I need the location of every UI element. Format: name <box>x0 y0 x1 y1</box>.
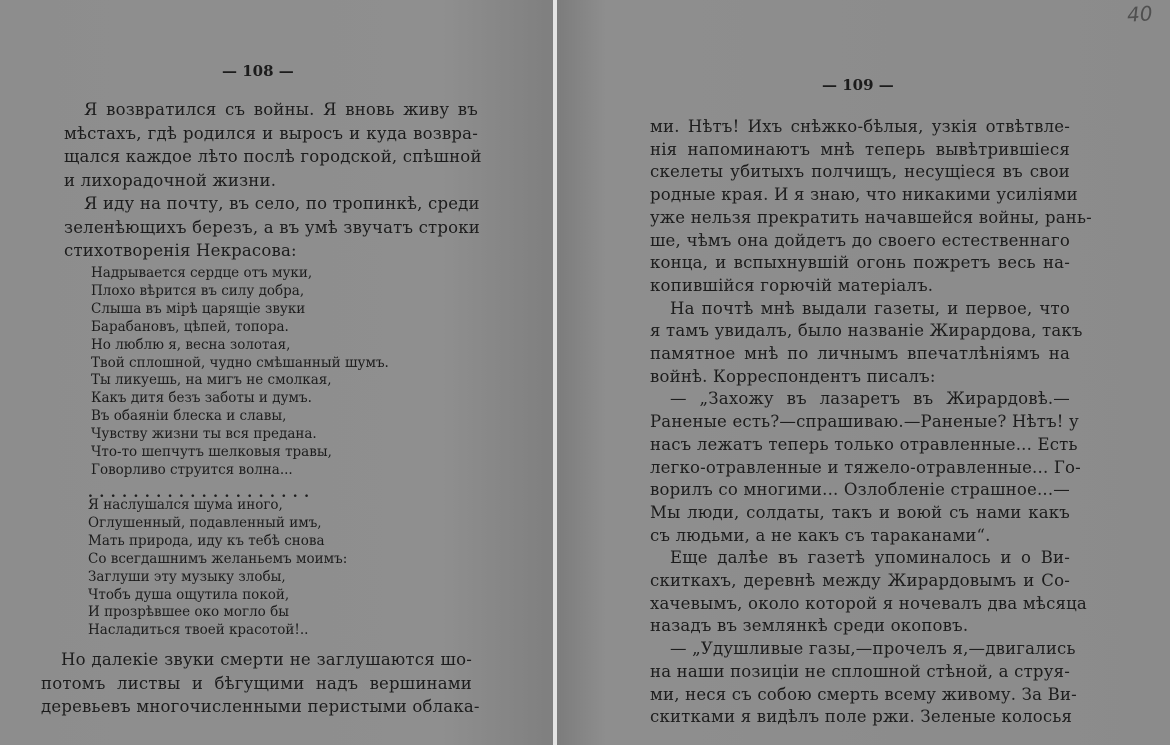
poem-line: Со всегдашнимъ желаньемъ моимъ: <box>88 550 348 567</box>
poem-line: Мать природа, иду къ тебѣ снова <box>88 532 325 549</box>
text-line: ше, чѣмъ она дойдетъ до своего естественнаго <box>650 230 1070 250</box>
poem-line: Но люблю я, весна золотая, <box>91 336 291 353</box>
text-line: войнѣ. Корреспондентъ писалъ: <box>650 366 936 386</box>
text-line: назадъ въ землянкѣ среди окоповъ. <box>650 616 969 636</box>
page-number: — 109 — <box>822 76 894 94</box>
text-line: — „Захожу въ лазаретъ въ Жирардовѣ.— <box>670 389 1070 409</box>
poem-line: Чтобъ душа ощутила покой, <box>88 586 290 603</box>
text-line: Еще далѣе въ газетѣ упоминалось и о Ви- <box>670 548 1070 568</box>
text-line: скелеты убитыхъ полчищъ, несущіеся въ свои <box>650 162 1070 182</box>
text-line: конца, и вспыхнувшій огонь пожретъ весь на- <box>650 253 1070 273</box>
text-line: стихотворенія Некрасова: <box>64 241 297 260</box>
text-line: Я возвратился съ войны. Я вновь живу въ <box>84 100 478 119</box>
text-line: Раненые есть?—спрашиваю.—Раненые? Нѣтъ! у <box>650 412 1079 432</box>
poem-line: Слыша въ мірѣ царящіе звуки <box>91 300 306 317</box>
page-number: — 108 — <box>222 62 294 80</box>
poem-line: Ты ликуешь, на мигъ не смолкая, <box>91 372 332 389</box>
text-line: памятное мнѣ по личнымъ впечатлѣніямъ на <box>650 344 1070 363</box>
poem-line: Заглуши эту музыку злобы, <box>88 568 286 585</box>
text-line: ворилъ со многими... Озлобленіе страшное...— <box>650 480 1070 500</box>
text-line: легко-отравленные и тяжело-отравленные... Го- <box>650 457 1081 477</box>
text-line: скиткахъ, деревнѣ между Жирардовымъ и Со- <box>650 571 1070 590</box>
handwritten-note: 40 <box>1125 1 1153 27</box>
text-line: копившійся горючій матеріалъ. <box>650 275 934 295</box>
text-line: и лихорадочной жизни. <box>64 170 277 190</box>
poem-line: Насладиться твоей красотой!.. <box>88 622 309 639</box>
text-line: зеленѣющихъ березъ, а въ умѣ звучатъ строки <box>64 217 480 237</box>
text-line: потомъ листвы и бѣгущими надъ вершинами <box>41 673 472 693</box>
text-line: — „Удушливые газы,—прочелъ я,—двигались <box>670 639 1076 659</box>
poem-line: Плохо вѣрится въ силу добра, <box>91 282 305 299</box>
poem-line: Надрывается сердце отъ муки, <box>91 265 313 281</box>
poem-line: И прозрѣвшее око могло бы <box>88 604 289 621</box>
text-line: скитками я видѣлъ поле ржи. Зеленые колосья <box>650 707 1073 727</box>
text-line: хачевымъ, около которой я ночевалъ два мѣсяца <box>650 593 1087 613</box>
poem-line: Твой сплошной, чудно смѣшанный шумъ. <box>91 354 389 371</box>
text-line: Но далекіе звуки смерти не заглушаются шо- <box>61 650 472 669</box>
poem-line: Говорливо струится волна... <box>91 461 293 478</box>
text-line: на наши позиціи не сплошной стѣной, а струя- <box>650 661 1070 681</box>
text-line: я тамъ увидалъ, было названіе Жирардова, такъ <box>650 321 1083 341</box>
text-line: насъ лежатъ теперь только отравленные... Есть <box>650 434 1078 454</box>
poem-line: Что-то шепчутъ шелковыя травы, <box>91 444 332 460</box>
text-line: Я иду на почту, въ село, по тропинкѣ, среди <box>84 194 480 213</box>
text-line: ми. Нѣтъ! Ихъ снѣжко-бѣлыя, узкія отвѣтвле- <box>650 117 1070 136</box>
text-line: мѣстахъ, гдѣ родился и выросъ и куда возвра- <box>64 123 478 143</box>
poem-line: Чувству жизни ты вся предана. <box>91 426 317 443</box>
poem-line: Барабановъ, цѣпей, топора. <box>91 318 289 335</box>
text-line: ми, неся съ собою смерть всему живому. За Ви- <box>650 684 1077 704</box>
text-line: На почтѣ мнѣ выдали газеты, и первое, что <box>670 298 1070 318</box>
poem-separator: .................... <box>88 485 316 501</box>
text-line: съ людьми, а не какъ съ тараканами“. <box>650 525 991 545</box>
text-line: деревьевъ многочисленными перистыми облака- <box>41 697 480 716</box>
text-line: Мы люди, солдаты, такъ и воюй съ нами какъ <box>650 502 1070 522</box>
right-page <box>557 0 1170 745</box>
poem-line: Оглушенный, подавленный имъ, <box>88 514 322 531</box>
poem-line: Какъ дитя безъ заботы и думъ. <box>91 390 312 407</box>
text-line: уже нельзя прекратить начавшейся войны, рань- <box>650 207 1092 227</box>
left-page <box>0 0 553 745</box>
poem-line: Я наслушался шума иного, <box>88 497 283 513</box>
text-line: щался каждое лѣто послѣ городской, спѣшной <box>64 147 482 166</box>
poem-line: Въ обаяніи блеска и славы, <box>91 408 287 425</box>
text-line: нія напоминаютъ мнѣ теперь вывѣтрившіеся <box>650 139 1070 159</box>
text-line: родные края. И я знаю, что никакими усиліями <box>650 185 1078 205</box>
